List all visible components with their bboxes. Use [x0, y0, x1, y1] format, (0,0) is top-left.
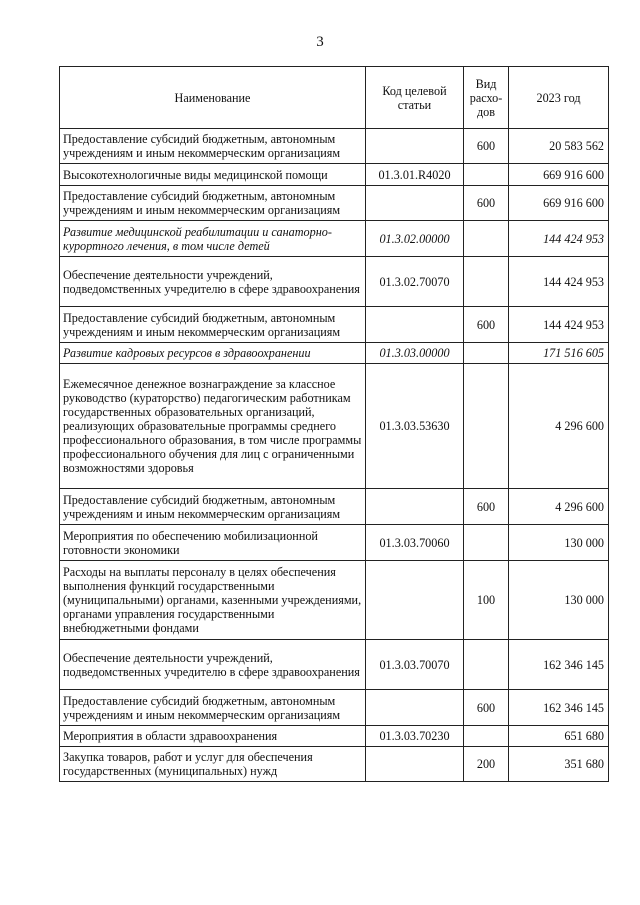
row-name-cell: Обеспечение деятельности учреждений, подведомственных учредителю в сфере здравоохранения: [60, 257, 366, 307]
table-row: [60, 186, 609, 221]
row-type-cell: [464, 640, 509, 690]
row-amount-cell: 130 000: [509, 525, 609, 561]
row-amount-cell: 144 424 953: [509, 257, 609, 307]
row-amount-cell: 351 680: [509, 747, 609, 782]
header-row: [60, 67, 609, 129]
row-type-cell: [464, 221, 509, 257]
row-name-cell: Предоставление субсидий бюджетным, автономным учреждениям и иным некоммерческим организациям: [60, 186, 366, 221]
page-number: 3: [316, 34, 324, 50]
row-amount-cell: 4 296 600: [509, 364, 609, 489]
row-amount-cell: 171 516 605: [509, 343, 609, 364]
row-type-cell: [464, 257, 509, 307]
row-code-cell: 01.3.03.53630: [366, 364, 464, 489]
row-type-cell: 600: [464, 186, 509, 221]
row-code-cell: [366, 129, 464, 164]
row-name-cell: Закупка товаров, работ и услуг для обеспечения государственных (муниципальных) нужд: [60, 747, 366, 782]
row-amount-cell: 651 680: [509, 726, 609, 747]
row-code-cell: [366, 186, 464, 221]
table-row: [60, 489, 609, 525]
header-year: 2023 год: [509, 67, 609, 129]
table-row: [60, 726, 609, 747]
table-row: [60, 690, 609, 726]
table-row: [60, 343, 609, 364]
row-code-cell: 01.3.02.70070: [366, 257, 464, 307]
header-code: Код целевой статьи: [366, 67, 464, 129]
row-code-cell: 01.3.03.70060: [366, 525, 464, 561]
table-row: [60, 364, 609, 489]
row-type-cell: [464, 726, 509, 747]
row-type-cell: 200: [464, 747, 509, 782]
row-amount-cell: 162 346 145: [509, 690, 609, 726]
row-amount-cell: 4 296 600: [509, 489, 609, 525]
row-code-cell: 01.3.03.00000: [366, 343, 464, 364]
row-code-cell: [366, 307, 464, 343]
table-row: [60, 257, 609, 307]
row-code-cell: [366, 747, 464, 782]
header-name: Наименование: [60, 67, 366, 129]
table-row: [60, 640, 609, 690]
table-row: [60, 561, 609, 640]
table-row: [60, 221, 609, 257]
row-type-cell: 600: [464, 489, 509, 525]
row-type-cell: 600: [464, 307, 509, 343]
row-type-cell: 600: [464, 129, 509, 164]
table-row: [60, 129, 609, 164]
row-code-cell: [366, 690, 464, 726]
row-name-cell: Мероприятия в области здравоохранения: [60, 726, 366, 747]
row-name-cell: Мероприятия по обеспечению мобилизационной готовности экономики: [60, 525, 366, 561]
row-name-cell: Обеспечение деятельности учреждений, подведомственных учредителю в сфере здравоохранения: [60, 640, 366, 690]
row-amount-cell: 144 424 953: [509, 307, 609, 343]
table-row: [60, 525, 609, 561]
row-amount-cell: 20 583 562: [509, 129, 609, 164]
row-type-cell: 600: [464, 690, 509, 726]
row-name-cell: Предоставление субсидий бюджетным, автономным учреждениям и иным некоммерческим организациям: [60, 129, 366, 164]
table-row: [60, 307, 609, 343]
row-name-cell: Расходы на выплаты персоналу в целях обеспечения выполнения функций государственными (муниципальными) органами, казенными учреждениями, органами управления государственными внебюджетными фондами: [60, 561, 366, 640]
row-type-cell: [464, 343, 509, 364]
header-type: Вид расхо-дов: [464, 67, 509, 129]
row-code-cell: [366, 561, 464, 640]
row-name-cell: Ежемесячное денежное вознаграждение за классное руководство (кураторство) педагогическим работникам государственных образовательных организаций, реализующих образовательные программы среднего профессионального образования, в том числе программы профессионального обучения для лиц с ограниченными возможностями здоровья: [60, 364, 366, 489]
row-amount-cell: 130 000: [509, 561, 609, 640]
row-code-cell: 01.3.03.70070: [366, 640, 464, 690]
row-name-cell: Развитие медицинской реабилитации и санаторно-курортного лечения, в том числе детей: [60, 221, 366, 257]
row-name-cell: Предоставление субсидий бюджетным, автономным учреждениям и иным некоммерческим организациям: [60, 307, 366, 343]
row-type-cell: [464, 364, 509, 489]
row-name-cell: Предоставление субсидий бюджетным, автономным учреждениям и иным некоммерческим организациям: [60, 690, 366, 726]
row-type-cell: [464, 525, 509, 561]
row-amount-cell: 162 346 145: [509, 640, 609, 690]
row-code-cell: 01.3.01.R4020: [366, 164, 464, 186]
row-type-cell: [464, 164, 509, 186]
row-amount-cell: 669 916 600: [509, 186, 609, 221]
table-row: [60, 747, 609, 782]
row-type-cell: 100: [464, 561, 509, 640]
row-amount-cell: 144 424 953: [509, 221, 609, 257]
row-name-cell: Развитие кадровых ресурсов в здравоохранении: [60, 343, 366, 364]
table-row: [60, 164, 609, 186]
budget-table: [59, 66, 609, 782]
row-name-cell: Предоставление субсидий бюджетным, автономным учреждениям и иным некоммерческим организациям: [60, 489, 366, 525]
row-code-cell: 01.3.02.00000: [366, 221, 464, 257]
row-code-cell: 01.3.03.70230: [366, 726, 464, 747]
row-code-cell: [366, 489, 464, 525]
row-amount-cell: 669 916 600: [509, 164, 609, 186]
row-name-cell: Высокотехнологичные виды медицинской помощи: [60, 164, 366, 186]
